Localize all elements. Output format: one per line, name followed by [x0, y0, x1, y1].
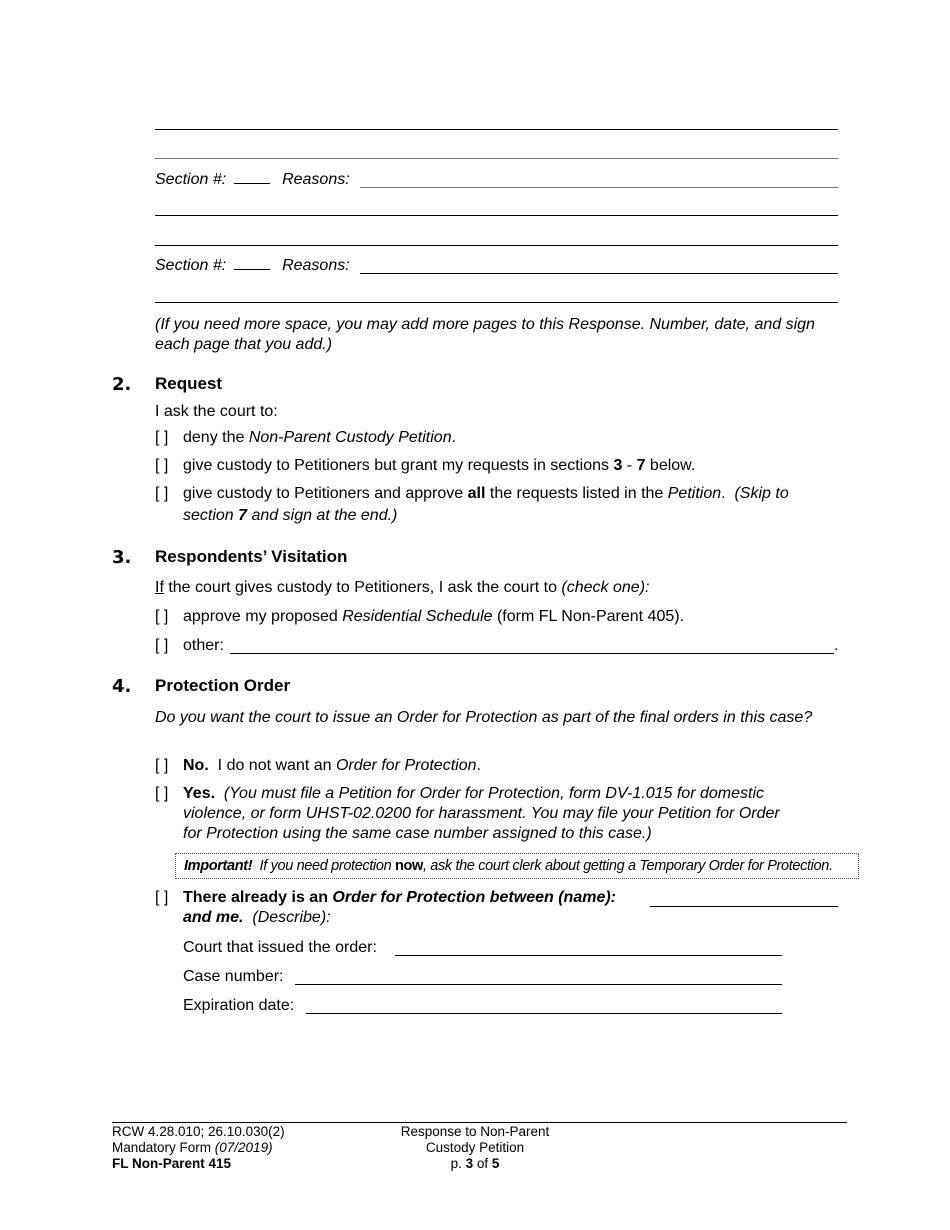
footer-center — [375, 1124, 575, 1172]
checkbox[interactable]: [ ] — [155, 757, 169, 774]
request-option-approve-all: [ ] give custody to Petitioners and approve all the requests listed in the Petition. (Skip to — [155, 485, 789, 502]
checkbox[interactable]: [ ] — [155, 429, 169, 446]
section-4-number: 4. — [112, 676, 132, 697]
section-row-2 — [155, 257, 350, 275]
court-label: Court that issued the order: — [183, 939, 377, 956]
footer-rule — [112, 1122, 847, 1123]
protection-yes-line-2: violence, or form UHST-02.0200 for harassment. You may file your Petition for Order — [183, 805, 780, 822]
checkbox[interactable]: [ ] — [155, 608, 169, 625]
blank-line-3 — [155, 215, 838, 216]
section-number-field[interactable] — [234, 269, 270, 270]
section-3-number: 3. — [112, 547, 132, 568]
visitation-option-schedule: [ ] approve my proposed Residential Schedule (form FL Non-Parent 405). — [155, 608, 685, 625]
visitation-option-other: [ ] other: — [155, 637, 224, 654]
section-label: Section #: — [155, 171, 227, 188]
section-4-title: Protection Order — [155, 676, 291, 695]
request-option-deny: [ ] deny the Non-Parent Custody Petition. — [155, 429, 457, 446]
more-space-note: (If you need more space, you may add more pages to this Response. Number, date, and sign each page that you add.) — [155, 316, 815, 353]
section-number-field[interactable] — [234, 183, 270, 184]
protection-name-field[interactable] — [650, 906, 838, 907]
footer-title-2: Custody Petition — [425, 1140, 525, 1155]
request-option-approve-all-cont: section 7 and sign at the end.) — [183, 507, 398, 524]
existing-order-line-2: and me. (Describe): — [183, 909, 331, 926]
section-3-title: Respondents’ Visitation — [155, 547, 348, 566]
footer-form-type: Mandatory Form (07/2019) — [112, 1140, 273, 1155]
checkbox[interactable]: [ ] — [155, 637, 169, 654]
reasons-label: Reasons: — [282, 171, 350, 188]
section-2-intro: I ask the court to: — [155, 403, 278, 420]
footer-statute: RCW 4.28.010; 26.10.030(2) — [112, 1124, 285, 1139]
reasons-label: Reasons: — [282, 257, 350, 274]
protection-option-yes: [ ] Yes. (You must file a Petition for Order for Protection, form DV-1.015 for domestic — [155, 785, 764, 802]
section-2-title: Request — [155, 374, 223, 393]
expiration-date-label: Expiration date: — [183, 997, 295, 1014]
section-row-1 — [155, 171, 350, 189]
footer-form-number: FL Non-Parent 415 — [112, 1156, 232, 1171]
section-3-intro: If the court gives custody to Petitioners, I ask the court to (check one): — [155, 579, 650, 596]
other-period: . — [834, 637, 839, 654]
checkbox[interactable]: [ ] — [155, 889, 169, 906]
court-field[interactable] — [395, 955, 782, 956]
blank-line-1 — [155, 129, 838, 130]
protection-yes-line-3: for Protection using the same case number assigned to this case.) — [183, 825, 652, 842]
footer-left — [112, 1124, 285, 1172]
case-number-field[interactable] — [295, 984, 782, 985]
footer-title-1: Response to Non-Parent — [400, 1124, 550, 1139]
footer-page-number: p. 3 of 5 — [450, 1156, 500, 1171]
section-2-number: 2. — [112, 374, 132, 395]
blank-line-2 — [155, 158, 838, 159]
case-number-label: Case number: — [183, 968, 284, 985]
reasons-field-2[interactable] — [360, 273, 838, 274]
protection-option-no: [ ] No. I do not want an Order for Protection. — [155, 757, 481, 774]
expiration-date-field[interactable] — [306, 1013, 782, 1014]
important-notice: Important! If you need protection now, ask the court clerk about getting a Temporary Order for Protection. — [175, 853, 859, 879]
checkbox[interactable]: [ ] — [155, 457, 169, 474]
reasons-field-1[interactable] — [360, 187, 838, 188]
blank-line-5 — [155, 302, 838, 303]
other-field[interactable] — [230, 653, 834, 654]
section-label: Section #: — [155, 257, 227, 274]
existing-order-option: [ ] There already is an Order for Protection between (name): — [155, 889, 616, 906]
blank-line-4 — [155, 245, 838, 246]
checkbox[interactable]: [ ] — [155, 785, 169, 802]
checkbox[interactable]: [ ] — [155, 485, 169, 502]
protection-question: Do you want the court to issue an Order for Protection as part of the final orders in this case? — [155, 709, 813, 726]
request-option-partial: [ ] give custody to Petitioners but grant my requests in sections 3 - 7 below. — [155, 457, 696, 474]
